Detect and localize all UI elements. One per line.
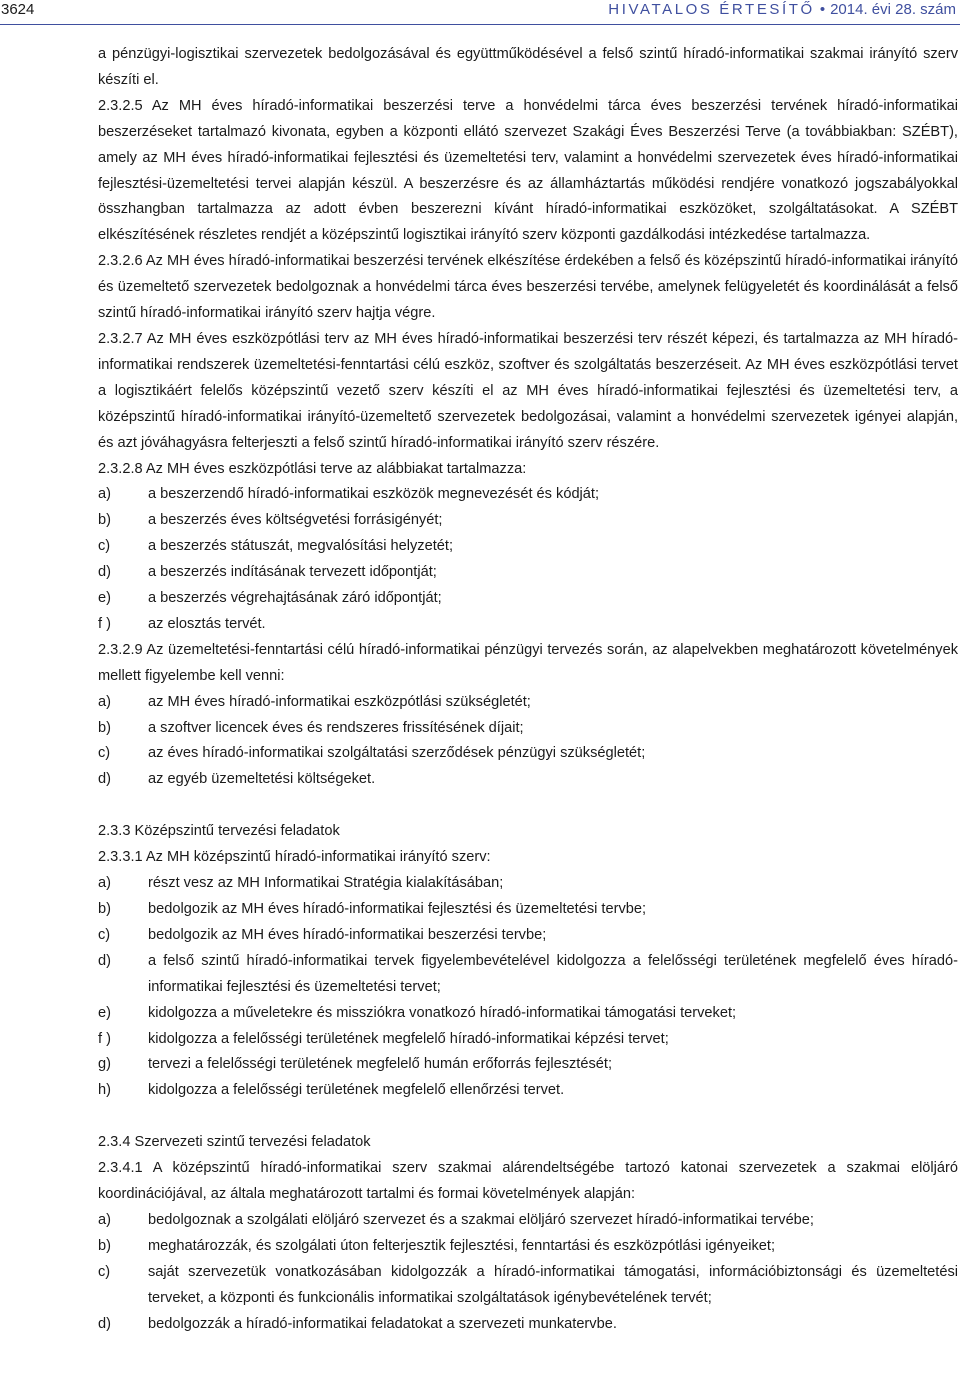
list-item-label: a) bbox=[98, 486, 111, 503]
list-item-text: részt vesz az MH Informatikai Stratégia kialakításában; bbox=[148, 875, 504, 892]
list-item-label: h) bbox=[98, 1082, 111, 1099]
paragraph: 2.3.3 Középszintű tervezési feladatok bbox=[98, 823, 340, 840]
list-item-text: az egyéb üzemeltetési költségeket. bbox=[148, 771, 376, 788]
paragraph: 2.3.3.1 Az MH középszintű híradó-informatikai irányító szerv: bbox=[98, 849, 491, 866]
list-item bbox=[98, 586, 958, 612]
list-item bbox=[98, 1208, 958, 1234]
list-item bbox=[98, 560, 958, 586]
list-item bbox=[98, 508, 958, 534]
paragraph: 2.3.2.6 Az MH éves híradó-informatikai beszerzési tervének elkészítése érdekében a felső és középszintű híradó-informatikai irányító és üzemeltető szervezetek bedolgoznak a honvédelmi tárca éves beszerzési tervébe, amelynek felügyeletét és koordinálását a felső szintű híradó-informatikai irányító szerv hajtja végre. bbox=[98, 253, 958, 322]
list-item-text: a beszerzés indításának tervezett időpontját; bbox=[148, 564, 437, 581]
header-rule bbox=[0, 24, 960, 25]
page-number: 3624 bbox=[1, 1, 35, 18]
list-item bbox=[98, 1052, 958, 1078]
publication-name: HIVATALOS ÉRTESÍTŐ bbox=[608, 1, 815, 18]
list-item-label: f ) bbox=[98, 615, 111, 632]
list-item-label: c) bbox=[98, 1263, 111, 1280]
list-item-text: bedolgoznak a szolgálati elöljáró szervezet és a szakmai elöljáró szervezet híradó-informatikai tervébe; bbox=[148, 1211, 814, 1228]
list-item-label: e) bbox=[98, 1004, 111, 1021]
list-item-text: a beszerzendő híradó-informatikai eszközök megnevezését és kódját; bbox=[148, 486, 600, 503]
list-item-text: az éves híradó-informatikai szolgáltatási szerződések pénzügyi szükségletét; bbox=[148, 745, 646, 762]
list-item bbox=[98, 897, 958, 923]
list-item-label: e) bbox=[98, 590, 111, 607]
list-item bbox=[98, 1078, 958, 1104]
list-item-label: f ) bbox=[98, 1030, 111, 1047]
paragraph-gap bbox=[98, 793, 958, 819]
bullet-separator-icon: • bbox=[819, 1, 826, 18]
page-header bbox=[0, 0, 960, 26]
paragraph: 2.3.4 Szervezeti szintű tervezési feladatok bbox=[98, 1134, 371, 1151]
list-item-label: a) bbox=[98, 875, 111, 892]
list-item-text: bedolgozik az MH éves híradó-informatikai fejlesztési és üzemeltetési tervbe; bbox=[148, 901, 647, 917]
paragraph: a pénzügyi-logisztikai szervezetek bedolgozásával és együttműködésével a felső szintű híradó-informatikai szakmai irányító szerv készíti el. bbox=[98, 46, 958, 88]
list-item-label: d) bbox=[98, 1315, 111, 1332]
list-item-label: c) bbox=[98, 538, 111, 555]
list-item-text: az MH éves híradó-informatikai eszközpótlási szükségletét; bbox=[148, 693, 531, 710]
list-item-text: kidolgozza a műveletekre és missziókra vonatkozó híradó-informatikai támogatási terveket; bbox=[148, 1004, 737, 1021]
paragraph: 2.3.2.7 Az MH éves eszközpótlási terv az MH éves híradó-informatikai beszerzési terv részét képezi, és tartalmazza az MH híradó-informatikai rendszerek üzemeltetési-fenntartási célú eszköz, szoftver és szolgáltatás beszerzéseit. Az MH éves eszközpótlási tervet a logisztikáért felelős középszintű vezető szerv készíti el az MH éves híradó-informatikai fejlesztési és üzemeltetési terv, a középszintű híradó-informatikai irányító-üzemeltető szervezetek bedolgozásai, valamint a honvédelmi szervezetek igényei alapján, és azt jóváhagyásra felterjeszti a felső szintű híradó-informatikai irányító szerv részére. bbox=[98, 330, 958, 451]
list-item-label: d) bbox=[98, 952, 111, 969]
list-item bbox=[98, 482, 958, 508]
list-item-label: g) bbox=[98, 1056, 111, 1073]
document-body bbox=[98, 42, 958, 1338]
list-item bbox=[98, 741, 958, 767]
list-item bbox=[98, 767, 958, 793]
list-item-label: b) bbox=[98, 901, 111, 917]
list-item bbox=[98, 612, 958, 638]
paragraph: 2.3.2.9 Az üzemeltetési-fenntartási célú híradó-informatikai pénzügyi tervezés során, az alapelvekben meghatározott követelmények mellett figyelembe kell venni: bbox=[98, 641, 958, 684]
list-item bbox=[98, 534, 958, 560]
paragraph: 2.3.4.1 A középszintű híradó-informatikai szerv szakmai alárendeltségébe tartozó katonai szervezetek a szakmai elöljáró koordinációjával, az általa meghatározott tartalmi és formai követelmények alapján: bbox=[98, 1160, 958, 1203]
list-item-text: bedolgozzák a híradó-informatikai feladatokat a szervezeti munkatervbe. bbox=[148, 1315, 617, 1332]
list-item bbox=[98, 1312, 958, 1338]
list-item-label: c) bbox=[98, 745, 111, 762]
list-item-text: tervezi a felelősségi területének megfelelő humán erőforrás fejlesztését; bbox=[148, 1056, 612, 1073]
list-item-label: b) bbox=[98, 512, 111, 529]
list-item bbox=[98, 1260, 958, 1312]
list-item bbox=[98, 690, 958, 716]
paragraph-gap bbox=[98, 1104, 958, 1130]
list-item-text: az elosztás tervét. bbox=[148, 615, 266, 632]
publication-title bbox=[608, 1, 956, 18]
list-item-label: c) bbox=[98, 926, 111, 943]
list-item-label: d) bbox=[98, 771, 111, 788]
paragraph: 2.3.2.8 Az MH éves eszközpótlási terve az alábbiakat tartalmazza: bbox=[98, 460, 527, 477]
list-item bbox=[98, 1027, 958, 1053]
list-item-text: saját szervezetük vonatkozásában kidolgozzák a híradó-informatikai támogatási, információbiztonsági és üzemeltetési terveket, a központi és funkcionális informatikai szolgáltatások igénybevételének tervét; bbox=[148, 1263, 958, 1306]
list-item-text: kidolgozza a felelősségi területének megfelelő ellenőrzési tervet. bbox=[148, 1082, 565, 1099]
list-item bbox=[98, 871, 958, 897]
list-item bbox=[98, 716, 958, 742]
list-item-label: d) bbox=[98, 564, 111, 581]
list-item-text: kidolgozza a felelősségi területének megfelelő híradó-informatikai képzési tervet; bbox=[148, 1030, 669, 1047]
list-item-text: a szoftver licencek éves és rendszeres frissítésének díjait; bbox=[148, 719, 524, 736]
list-item-label: b) bbox=[98, 1237, 111, 1254]
paragraph: 2.3.2.5 Az MH éves híradó-informatikai beszerzési terve a honvédelmi tárca éves beszerzési tervének híradó-informatikai beszerzéseket tartalmazó kivonata, egyben a központi ellátó szervezet Szakági Éves Beszerzési Terve (a továbbiakban: SZÉBT), amely az MH éves híradó-informatikai fejlesztési és üzemeltetési terv, valamint a honvédelmi szervezetek éves híradó-informatikai fejlesztési-üzemeltetési tervei alapján készül. A beszerzésre és az államháztartás működési rendjére vonatkozó jogszabályokkal összhangban tartalmazza az adott évben beszerezni kívánt híradó-informatikai eszközöket, szolgáltatásokat. A SZÉBT elkészítésének részletes rendjét a középszintű logisztikai irányító szerv központi gazdálkodási intézkedése tartalmazza. bbox=[98, 97, 958, 244]
list-item-text: meghatározzák, és szolgálati úton felterjesztik fejlesztési, fenntartási és eszközpótlási igényeiket; bbox=[148, 1237, 776, 1254]
list-item-label: a) bbox=[98, 1211, 111, 1228]
list-item-text: bedolgozik az MH éves híradó-informatikai beszerzési tervbe; bbox=[148, 926, 547, 943]
list-item-text: a beszerzés státuszát, megvalósítási helyzetét; bbox=[148, 538, 453, 555]
list-item bbox=[98, 1234, 958, 1260]
list-item-label: b) bbox=[98, 719, 111, 736]
list-item bbox=[98, 949, 958, 1001]
issue-number: 2014. évi 28. szám bbox=[830, 1, 956, 18]
list-item bbox=[98, 923, 958, 949]
list-item bbox=[98, 1001, 958, 1027]
list-item-text: a beszerzés végrehajtásának záró időpontját; bbox=[148, 590, 442, 607]
list-item-text: a felső szintű híradó-informatikai tervek figyelembevételével kidolgozza a felelősségi területének megfelelő éves híradó-informatikai fejlesztési és üzemeltetési tervet; bbox=[148, 952, 958, 995]
list-item-label: a) bbox=[98, 693, 111, 710]
list-item-text: a beszerzés éves költségvetési forrásigényét; bbox=[148, 512, 443, 529]
